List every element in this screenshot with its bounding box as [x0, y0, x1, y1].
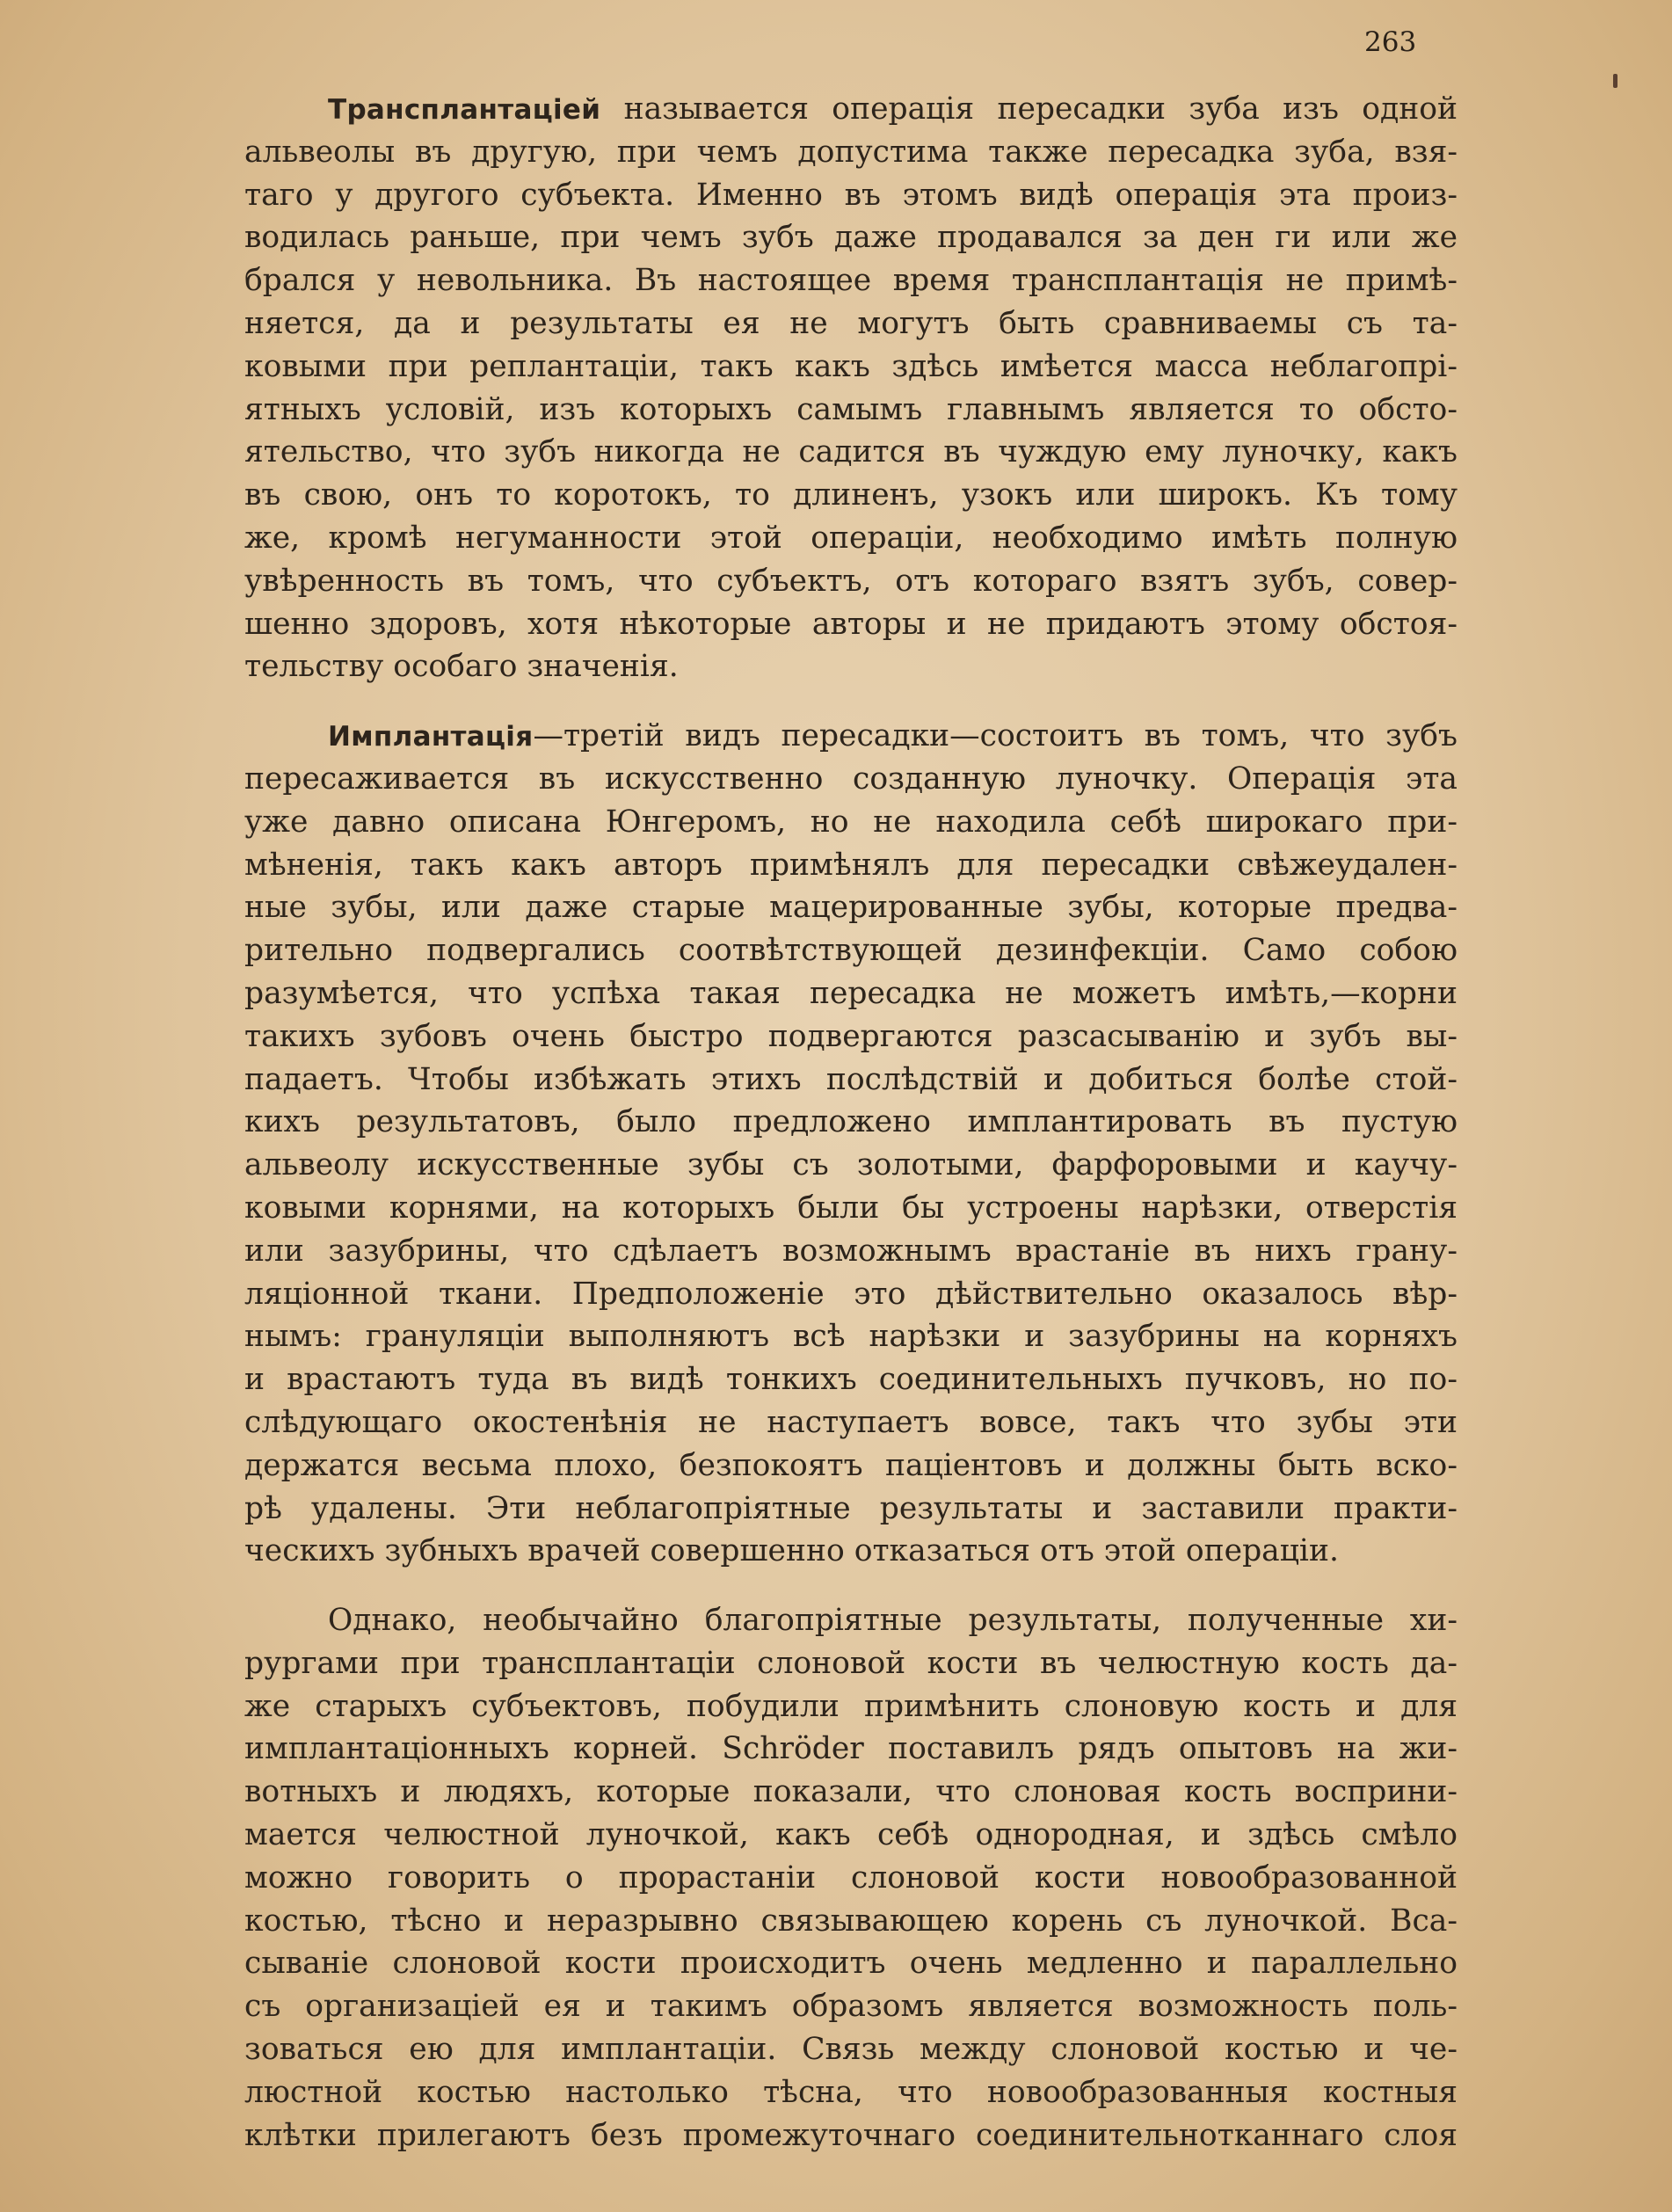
- text-line: нымъ: грануляцiи выполняютъ всѣ нарѣзки и зазубрины на корняхъ: [244, 1319, 1458, 1355]
- text-line: мается челюстной луночкой, какъ себѣ однородная, и здѣсь смѣло: [244, 1817, 1458, 1853]
- text-line: сыванiе слоновой кости происходитъ очень медленно и параллельно: [244, 1946, 1458, 1982]
- text-line: увѣренность въ томъ, что субъектъ, отъ котораго взятъ зубъ, совер-: [244, 563, 1458, 599]
- text-line: шенно здоровъ, хотя нѣкоторые авторы и не придаютъ этому обстоя-: [244, 606, 1458, 642]
- text-line: мѣненiя, такъ какъ авторъ примѣнялъ для пересадки свѣжеудален-: [244, 847, 1458, 883]
- text-line: альвеолы въ другую, при чемъ допустима также пересадка зуба, взя-: [244, 134, 1458, 170]
- page-number: 263: [1364, 26, 1417, 58]
- text-line: рургами при трансплантацiи слоновой кости въ челюстную кость да-: [244, 1645, 1458, 1681]
- paragraph-first-line: Однако, необычайно благопрiятные результаты, полученные хи-: [328, 1603, 1458, 1639]
- line-text: —третiй видъ пересадки—состоитъ въ томъ, что зубъ: [533, 718, 1458, 754]
- text-line: зоваться ею для имплантацiи. Связь между слоновой костью и че-: [244, 2032, 1458, 2068]
- text-line: рѣ удалены. Эти неблагопрiятные результаты и заставили практи-: [244, 1490, 1458, 1526]
- text-line: брался у невольника. Въ настоящее время трансплантацiя не примѣ-: [244, 263, 1458, 299]
- text-line: ятельство, что зубъ никогда не садится въ чуждую ему луночку, какъ: [244, 434, 1458, 470]
- paragraph-ivory-implants: [244, 1599, 1458, 2157]
- text-line: костью, тѣсно и неразрывно связывающею корень съ луночкой. Вса-: [244, 1903, 1458, 1939]
- text-line: разумѣется, что успѣха такая пересадка не можетъ имѣть,—корни: [244, 975, 1458, 1011]
- line-text: называется операцiя пересадки зуба изъ одной: [600, 91, 1458, 127]
- paragraph-transplantation: [244, 88, 1458, 688]
- text-line: ные зубы, или даже старые мацерированные зубы, которые предва-: [244, 890, 1458, 926]
- text-line: тельству особаго значенiя.: [244, 649, 679, 685]
- text-line: такихъ зубовъ очень быстро подвергаются разсасыванiю и зубъ вы-: [244, 1018, 1458, 1054]
- text-line: клѣтки прилегаютъ безъ промежуточнаго соединительнотканнаго слоя: [244, 2117, 1458, 2153]
- paragraph-implantation: [244, 715, 1458, 1573]
- text-line: можно говорить о прорастанiи слоновой кости новообразованной: [244, 1859, 1458, 1895]
- text-line: въ свою, онъ то коротокъ, то длиненъ, узокъ или широкъ. Къ тому: [244, 477, 1458, 513]
- paragraph-first-line: [244, 88, 1458, 131]
- text-line: держатся весьма плохо, безпокоятъ пацiентовъ и должны быть вско-: [244, 1447, 1458, 1483]
- ink-speck: [1613, 74, 1617, 88]
- text-line: альвеолу искусственные зубы съ золотыми, фарфоровыми и каучу-: [244, 1147, 1458, 1183]
- paragraph-first-line: [244, 715, 1458, 758]
- term-transplantation: Трансплантацiей: [328, 94, 601, 126]
- body-text: [244, 88, 1458, 2183]
- text-line: кихъ результатовъ, было предложено имплантировать въ пустую: [244, 1104, 1458, 1140]
- text-line: водилась раньше, при чемъ зубъ даже продавался за ден ги или же: [244, 220, 1458, 256]
- text-line: же, кромѣ негуманности этой операцiи, необходимо имѣть полную: [244, 520, 1458, 556]
- text-line: съ организацiей ея и такимъ образомъ является возможность поль-: [244, 1989, 1458, 2025]
- text-line: люстной костью настолько тѣсна, что новообразованныя костныя: [244, 2074, 1458, 2110]
- text-line: падаетъ. Чтобы избѣжать этихъ послѣдствiй и добиться болѣе стой-: [244, 1061, 1458, 1097]
- term-implantation: Имплантацiя: [328, 721, 534, 753]
- text-line: ковыми корнями, на которыхъ были бы устроены нарѣзки, отверстiя: [244, 1190, 1458, 1226]
- text-line: вотныхъ и людяхъ, которые показали, что слоновая кость восприни-: [244, 1774, 1458, 1810]
- text-line: ковыми при реплантацiи, такъ какъ здѣсь имѣется масса неблагопрi-: [244, 348, 1458, 384]
- text-line: таго у другого субъекта. Именно въ этомъ видѣ операцiя эта произ-: [244, 177, 1458, 213]
- text-line: няется, да и результаты ея не могутъ быть сравниваемы съ та-: [244, 305, 1458, 341]
- text-line: уже давно описана Юнгеромъ, но не находила себѣ широкаго при-: [244, 804, 1458, 840]
- text-line: ляцiонной ткани. Предположенiе это дѣйствительно оказалось вѣр-: [244, 1276, 1458, 1312]
- text-line: или зазубрины, что сдѣлаетъ возможнымъ врастанiе въ нихъ грану-: [244, 1233, 1458, 1269]
- text-line: ческихъ зубныхъ врачей совершенно отказаться отъ этой операцiи.: [244, 1533, 1339, 1569]
- text-line: ятныхъ условiй, изъ которыхъ самымъ главнымъ является то обсто-: [244, 391, 1458, 427]
- text-line: пересаживается въ искусственно созданную луночку. Операцiя эта: [244, 760, 1458, 797]
- text-line: и врастаютъ туда въ видѣ тонкихъ соединительныхъ пучковъ, но по-: [244, 1362, 1458, 1398]
- text-line: слѣдующаго окостенѣнiя не наступаетъ вовсе, такъ что зубы эти: [244, 1404, 1458, 1440]
- text-line: имплантацiонныхъ корней. Schröder поставилъ рядъ опытовъ на жи-: [244, 1731, 1458, 1767]
- text-line: же старыхъ субъектовъ, побудили примѣнить слоновую кость и для: [244, 1688, 1458, 1724]
- text-line: рительно подвергались соотвѣтствующей дезинфекцiи. Само собою: [244, 933, 1458, 969]
